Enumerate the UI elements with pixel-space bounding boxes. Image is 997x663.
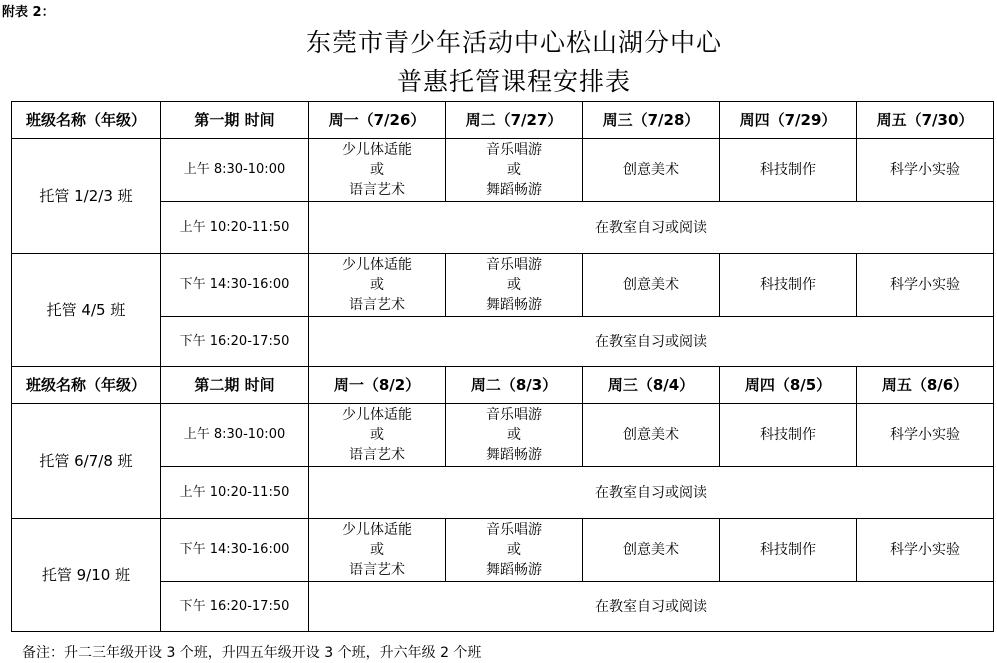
course-row bbox=[12, 139, 994, 202]
course-time-cell: 上午 8:30-10:00 bbox=[161, 139, 309, 202]
cell-line: 或 bbox=[507, 277, 521, 293]
self-study-time-cell: 上午 10:20-11:50 bbox=[161, 202, 309, 254]
header-day: 周二（7/27） bbox=[446, 102, 583, 139]
tuesday-course bbox=[446, 404, 583, 467]
cell-line: 或 bbox=[370, 162, 384, 178]
course-row bbox=[12, 254, 994, 317]
course-row bbox=[12, 519, 994, 582]
cell-line: 少儿体适能 bbox=[342, 407, 412, 423]
self-study-time-cell: 下午 16:20-17:50 bbox=[161, 317, 309, 367]
cell-line: 少儿体适能 bbox=[342, 522, 412, 538]
period-header-row bbox=[12, 102, 994, 139]
period-header-row bbox=[12, 367, 994, 404]
cell-line: 音乐唱游 bbox=[486, 142, 542, 158]
monday-course bbox=[309, 404, 446, 467]
header-day: 周五（7/30） bbox=[857, 102, 994, 139]
header-period-time: 第二期 时间 bbox=[161, 367, 309, 404]
tuesday-course bbox=[446, 519, 583, 582]
cell-line: 舞蹈畅游 bbox=[486, 297, 542, 313]
cell-line: 或 bbox=[370, 542, 384, 558]
wednesday-course: 创意美术 bbox=[583, 139, 720, 202]
friday-course: 科学小实验 bbox=[857, 139, 994, 202]
cell-line: 或 bbox=[370, 277, 384, 293]
monday-course bbox=[309, 139, 446, 202]
document-subtitle: 普惠托管课程安排表 bbox=[396, 67, 631, 96]
wednesday-course: 创意美术 bbox=[583, 404, 720, 467]
cell-line: 音乐唱游 bbox=[486, 257, 542, 273]
cell-line: 舞蹈畅游 bbox=[486, 182, 542, 198]
footnote: 备注：升二三年级开设 3 个班，升四五年级开设 3 个班，升六年级 2 个班 bbox=[22, 645, 482, 661]
header-day: 周一（7/26） bbox=[309, 102, 446, 139]
class-name-cell: 托管 9/10 班 bbox=[12, 519, 161, 632]
class-name-cell: 托管 6/7/8 班 bbox=[12, 404, 161, 519]
schedule-table bbox=[11, 101, 994, 632]
cell-line: 或 bbox=[507, 162, 521, 178]
monday-course bbox=[309, 519, 446, 582]
friday-course: 科学小实验 bbox=[857, 254, 994, 317]
header-day: 周三（8/4） bbox=[583, 367, 720, 404]
tuesday-course bbox=[446, 254, 583, 317]
header-class-name: 班级名称（年级） bbox=[12, 102, 161, 139]
class-name-cell: 托管 4/5 班 bbox=[12, 254, 161, 367]
header-period-time: 第一期 时间 bbox=[161, 102, 309, 139]
self-study-time-cell: 上午 10:20-11:50 bbox=[161, 467, 309, 519]
header-day: 周四（7/29） bbox=[720, 102, 857, 139]
cell-line: 音乐唱游 bbox=[486, 522, 542, 538]
cell-line: 少儿体适能 bbox=[342, 257, 412, 273]
thursday-course: 科技制作 bbox=[720, 139, 857, 202]
self-study-cell: 在教室自习或阅读 bbox=[309, 317, 994, 367]
monday-course bbox=[309, 254, 446, 317]
self-study-cell: 在教室自习或阅读 bbox=[309, 467, 994, 519]
header-day: 周四（8/5） bbox=[720, 367, 857, 404]
thursday-course: 科技制作 bbox=[720, 519, 857, 582]
cell-line: 音乐唱游 bbox=[486, 407, 542, 423]
thursday-course: 科技制作 bbox=[720, 404, 857, 467]
wednesday-course: 创意美术 bbox=[583, 254, 720, 317]
course-time-cell: 下午 14:30-16:00 bbox=[161, 254, 309, 317]
cell-line: 语言艺术 bbox=[349, 447, 405, 463]
friday-course: 科学小实验 bbox=[857, 519, 994, 582]
course-time-cell: 下午 14:30-16:00 bbox=[161, 519, 309, 582]
cell-line: 语言艺术 bbox=[349, 297, 405, 313]
header-day: 周三（7/28） bbox=[583, 102, 720, 139]
self-study-cell: 在教室自习或阅读 bbox=[309, 202, 994, 254]
cell-line: 或 bbox=[507, 542, 521, 558]
cell-line: 或 bbox=[507, 427, 521, 443]
document-title: 东莞市青少年活动中心松山湖分中心 bbox=[305, 28, 722, 57]
cell-line: 舞蹈畅游 bbox=[486, 447, 542, 463]
tuesday-course bbox=[446, 139, 583, 202]
course-row bbox=[12, 404, 994, 467]
friday-course: 科学小实验 bbox=[857, 404, 994, 467]
course-time-cell: 上午 8:30-10:00 bbox=[161, 404, 309, 467]
wednesday-course: 创意美术 bbox=[583, 519, 720, 582]
cell-line: 语言艺术 bbox=[349, 562, 405, 578]
header-class-name: 班级名称（年级） bbox=[12, 367, 161, 404]
cell-line: 少儿体适能 bbox=[342, 142, 412, 158]
self-study-cell: 在教室自习或阅读 bbox=[309, 582, 994, 632]
thursday-course: 科技制作 bbox=[720, 254, 857, 317]
header-day: 周五（8/6） bbox=[857, 367, 994, 404]
class-name-cell: 托管 1/2/3 班 bbox=[12, 139, 161, 254]
cell-line: 或 bbox=[370, 427, 384, 443]
cell-line: 舞蹈畅游 bbox=[486, 562, 542, 578]
cell-line: 语言艺术 bbox=[349, 182, 405, 198]
self-study-time-cell: 下午 16:20-17:50 bbox=[161, 582, 309, 632]
header-day: 周一（8/2） bbox=[309, 367, 446, 404]
header-day: 周二（8/3） bbox=[446, 367, 583, 404]
attachment-label: 附表 2： bbox=[2, 5, 55, 20]
